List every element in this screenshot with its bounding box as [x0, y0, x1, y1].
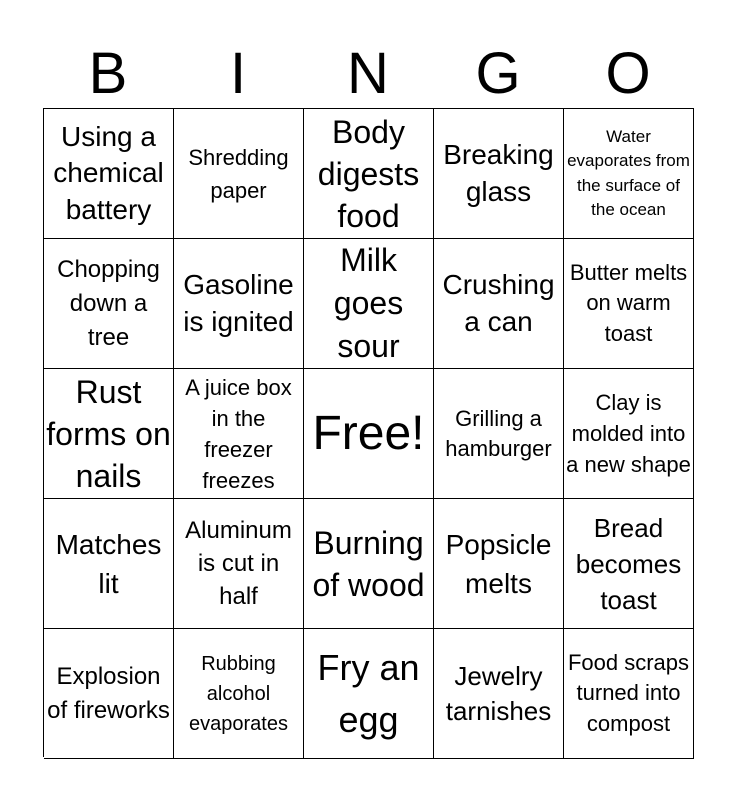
cell-text: Gasoline is ignited	[183, 269, 294, 337]
cell-text: Milk goes sour	[333, 242, 404, 364]
cell-text: Breaking glass	[443, 139, 554, 207]
cell-text: Bread becomes toast	[575, 512, 682, 615]
bingo-cell[interactable]	[44, 629, 174, 759]
cell-text: Body digests food	[317, 113, 420, 234]
bingo-cell[interactable]	[304, 239, 434, 369]
cell-text: Using a chemical battery	[53, 120, 164, 225]
cell-text: Clay is molded into a new shape	[566, 390, 691, 477]
bingo-board	[43, 108, 694, 757]
bingo-cell[interactable]	[44, 499, 174, 629]
cell-text: Food scraps turned into compost	[567, 649, 690, 736]
cell-text: Rust forms on nails	[46, 373, 171, 494]
cell-text: Water evaporates from the surface of the ocean	[567, 126, 690, 219]
cell-text: Fry an egg	[317, 646, 420, 740]
cell-text: Aluminum is cut in half	[185, 517, 292, 610]
bingo-cell[interactable]	[434, 499, 564, 629]
bingo-cell[interactable]	[304, 629, 434, 759]
header-letter-o: O	[605, 41, 651, 106]
bingo-cell[interactable]	[304, 109, 434, 239]
bingo-header	[43, 40, 693, 108]
bingo-cell[interactable]	[174, 629, 304, 759]
bingo-cell[interactable]	[44, 369, 174, 499]
cell-text: A juice box in the freezer freezes	[185, 374, 292, 493]
bingo-cell[interactable]	[564, 369, 694, 499]
cell-text: Free!	[312, 406, 425, 460]
header-letter-n: N	[347, 41, 389, 106]
cell-text: Shredding paper	[188, 144, 289, 203]
cell-text: Butter melts on warm toast	[569, 259, 688, 346]
cell-text: Rubbing alcohol evaporates	[189, 652, 288, 735]
bingo-cell[interactable]	[564, 629, 694, 759]
bingo-cell[interactable]	[174, 239, 304, 369]
header-letter-i: I	[229, 41, 247, 106]
cell-text: Grilling a hamburger	[445, 405, 552, 461]
cell-text: Matches lit	[55, 528, 162, 599]
bingo-cell[interactable]	[434, 629, 564, 759]
cell-text: Jewelry tarnishes	[445, 660, 552, 726]
bingo-cell[interactable]	[174, 499, 304, 629]
header-letter-b: B	[88, 41, 128, 106]
bingo-cell[interactable]	[174, 109, 304, 239]
cell-text: Popsicle melts	[445, 528, 552, 599]
bingo-cell[interactable]	[434, 109, 564, 239]
cell-text: Crushing a can	[442, 269, 555, 337]
cell-text: Chopping down a tree	[57, 255, 160, 351]
bingo-cell[interactable]	[564, 239, 694, 369]
bingo-cell[interactable]	[174, 369, 304, 499]
cell-text: Explosion of fireworks	[47, 663, 170, 724]
bingo-cell[interactable]	[564, 499, 694, 629]
bingo-cell[interactable]	[44, 239, 174, 369]
bingo-cell[interactable]	[434, 369, 564, 499]
header-letter-g: G	[475, 41, 521, 106]
bingo-cell[interactable]	[434, 239, 564, 369]
bingo-cell[interactable]	[564, 109, 694, 239]
bingo-cell[interactable]	[304, 369, 434, 499]
bingo-cell[interactable]	[304, 499, 434, 629]
bingo-cell[interactable]	[44, 109, 174, 239]
cell-text: Burning of wood	[312, 524, 425, 603]
